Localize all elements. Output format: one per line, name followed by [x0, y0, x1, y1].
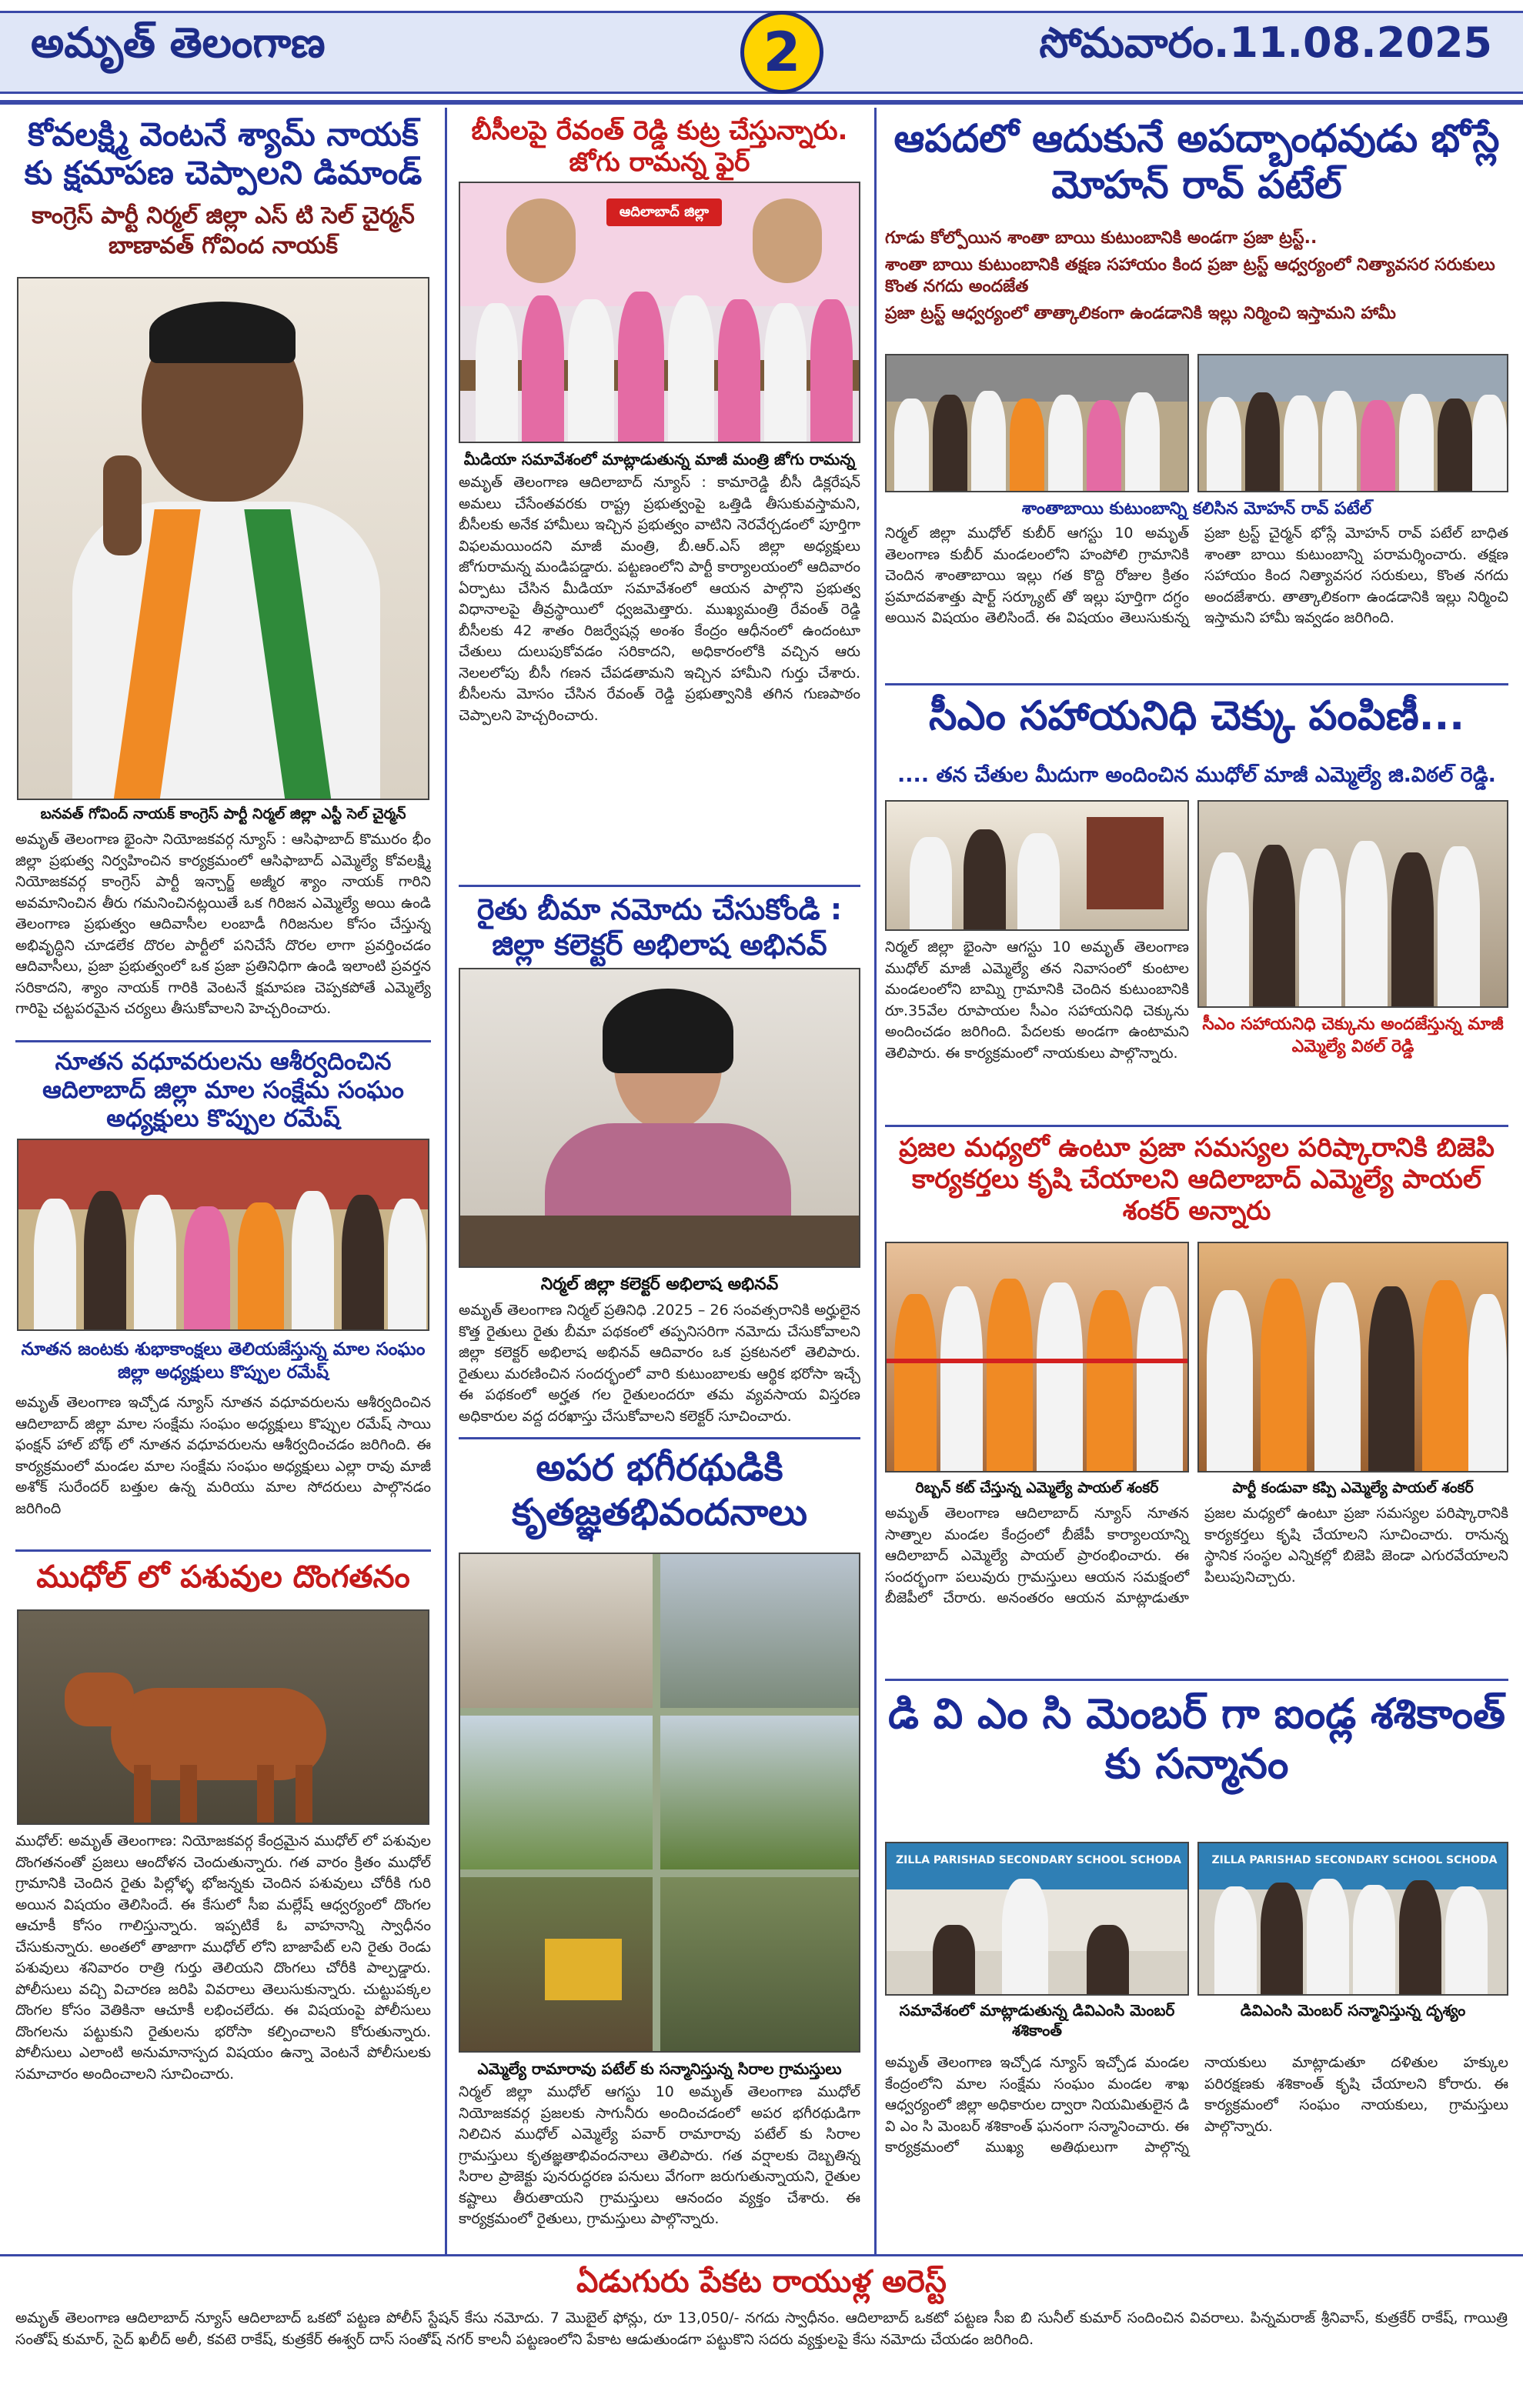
story-headline: ప్రజల మధ్యలో ఉంటూ ప్రజా సమస్యల పరిష్కారానికి బిజెపి కార్యకర్తలు కృషి చేయాలని ఆదిలాబాద్ ఎమ్మెల్యే పాయల్ శంకర్ అన్నారు — [899, 1132, 1495, 1226]
story-headline: డి వి ఎం సి మెంబర్ గా ఐండ్ల శశికాంత్ కు సన్మానం — [887, 1689, 1505, 1788]
story-body: అమృత్ తెలంగాణ ఆదిలాబాద్ న్యూస్ : కామారెడ్డి బీసీ డిక్లరేషన్ అమలు చేసేంతవరకు రాష్ట్ర ప్రభుత్వంపై ఒత్తిడి తీసుకువస్తామని, బీసీలకు అనేక హామీలు ఇచ్చిన ప్రభుత్వం వాటిని నెరవేర్చడంలో పూర్తిగా విఫలమయిందని మాజీ మంత్రి, బీ.ఆర్.ఎస్ జిల్లా అధ్యక్షులు జోగురామన్న మండిపడ్డారు. పట్టణంలోని పార్టీ కార్యాలయంలో ఆదివారం ఏర్పాటు చేసిన మీడియా సమావేశంలో ఆయన పాల్గొని ప్రభుత్వ విధానాలపై తీవ్రస్థాయిలో ధ్వజమెత్తారు. ముఖ్యమంత్రి రేవంత్ రెడ్డి బీసీలకు 42 శాతం రిజర్వేషన్ల అంశం కేంద్రం ఆధీనంలో ఉందంటూ చేతులు దులుపుకోవడం సరికాదని, అధికారంలోకి వచ్చిన ఆరు నెలలలోపు బీసీ గణన చేపడతామని ఇచ్చిన హామీని గుర్తు చేశారు. బీసీలను మోసం చేసిన రేవంత్ రెడ్డి ప్రభుత్వానికి తగిన గుణపాఠం చెప్పాలని హెచ్చరించారు. — [459, 474, 860, 725]
story-headline: ఏడుగురు పేకట రాయుళ్ల అరెస్ట్ — [576, 2264, 947, 2300]
story-body: అమృత్ తెలంగాణ నిర్మల్ ప్రతినిధి .2025 – 26 సంవత్సరానికి అర్హులైన కొత్త రైతులు రైతు బీమా పథకంలో తప్పనిసరిగా నమోదు చేసుకోవాలని జిల్లా కలెక్టర్ అభిలాష అభినవ్ ఆదివారం ఒక ప్రకటనలో తెలిపారు. రైతులు మరణించిన సందర్భంలో వారి కుటుంబాలకు ఆర్థిక భరోసా ఇచ్చే ఈ పథకంలో అర్హత గల రైతులందరూ తమ వ్యవసాయ విస్తరణ అధికారుల వద్ద దరఖాస్తు చేసుకోవాలని కలెక్టర్ సూచించారు. — [459, 1302, 860, 1425]
story-body: అమృత్ తెలంగాణ ఇచ్చోడ న్యూస్ ఇచ్చోడ మండల కేంద్రంలోని మాల సంక్షేమ సంఘం మండల శాఖ ఆధ్వర్యంలో జిల్లా అధికారుల ద్వారా నియమితులైన డి వి ఎం సి మెంబర్ శశికాంత్ ఘనంగా సన్మానించారు. ఈ కార్యక్రమంలో ముఖ్య అతిథులుగా పాల్గొన్న నాయకులు మాట్లాడుతూ దళితుల హక్కుల పరిరక్షణకు శశికాంత్ కృషి చేయాలని కోరారు. ఈ కార్యక్రమంలో సంఘం నాయకులు, గ్రామస్తులు పాల్గొన్నారు. — [885, 2054, 1508, 2156]
story-body: అమృత్ తెలంగాణ ఆదిలాబాద్ న్యూస్ నూతన సాత్నాల మండల కేంద్రంలో బీజేపీ కార్యాలయాన్ని ఆదిలాబాద్ ఎమ్మెల్యే పాయల్ ప్రారంభించారు. ఈ సందర్భంగా పలువురు గ్రామస్తులు ఆయన సమక్షంలో బీజెపీలో చేరారు. అనంతరం ఆయన మాట్లాడుతూ ప్రజల మధ్యలో ఉంటూ ప్రజా సమస్యల పరిష్కారానికి కార్యకర్తలు కృషి చేయాలని సూచించారు. రానున్న స్థానిక సంస్థల ఎన్నికల్లో బిజెపి జెండా ఎగురవేయాలని పిలుపునిచ్చారు. — [885, 1505, 1508, 1607]
relief-photo-right — [1197, 354, 1508, 492]
story-divider — [885, 1125, 1508, 1127]
photo-caption: సమావేశంలో మాట్లాడుతున్న డివిఎంసి మెంబర్ శశికాంత్ — [899, 2001, 1175, 2039]
press-meet-photo — [459, 182, 860, 443]
cattle-photo — [17, 1609, 429, 1825]
dvmc-meeting-photo — [885, 1842, 1189, 1996]
photo-caption: నూతన జంటకు శుభాకాంక్షలు తెలియజేస్తున్న మాల సంఘం జిల్లా అధ్యక్షులు కొప్పుల రమేష్ — [21, 1339, 426, 1382]
photo-caption: రిబ్బన్ కట్ చేస్తున్న ఎమ్మెల్యే పాయల్ శంకర్ — [915, 1479, 1159, 1496]
irrigation-collage-photo — [459, 1553, 860, 2053]
masthead — [0, 0, 1523, 105]
story-subhead: శాంతా బాయి కుటుంబానికి తక్షణ సహాయం కింద ప్రజా ట్రస్ట్ ఆధ్వర్యంలో నిత్యావసర సరుకులు కొంత నగదు అందజేత — [885, 255, 1495, 297]
story-divider — [459, 885, 860, 887]
story-body: నిర్మల్ జిల్లా ముధోల్ కుబీర్ ఆగస్టు 10 అమృత్ తెలంగాణ కుబీర్ మండలంలోని హంపోలి గ్రామానికి చెందిన శాంతాబాయి ఇల్లు గత కొద్ది రోజుల క్రితం ప్రమాదవశాత్తు షార్ట్ సర్క్యూట్ తో ఇల్లు పూర్తిగా దగ్ధం అయిన విషయం తెలిసిందే. ఈ విషయం తెలుసుకున్న ప్రజా ట్రస్ట్ చైర్మన్ భోస్లే మోహన్ రావ్ పటేల్ బాధిత శాంతా బాయి కుటుంబాన్ని పరామర్శించారు. తక్షణ సహాయం కింద నిత్యావసర సరుకులు, కొంత నగదు అందజేశారు. తాత్కాలికంగా ఉండడానికి ఇల్లు నిర్మించి ఇస్తామని హామీ ఇవ్వడం జరిగింది. — [885, 525, 1508, 627]
story-headline: బీసీలపై రేవంత్ రెడ్డి కుట్ర చేస్తున్నారు. జోగు రామన్న ఫైర్ — [471, 115, 848, 178]
school-sign-text: ZILLA PARISHAD SECONDARY SCHOOL SCHODA — [1211, 1854, 1498, 1866]
story-subheads — [885, 228, 1508, 325]
photo-caption: శాంతాబాయి కుటుంబాన్ని కలిసిన మోహన్ రావ్ పటేల్ — [1021, 499, 1372, 519]
story-body: నిర్మల్ జిల్లా ముధోల్ ఆగస్టు 10 అమృత్ తెలంగాణ ముధోల్ నియోజకవర్గ ప్రజలకు సాగునీరు అందించడంలో అపర భగీరథుడిగా నిలిచిన ముధోల్ ఎమ్మెల్యే పవార్ రామారావు పటేల్ కు సిరాల గ్రామస్తులు కృతజ్ఞతాభివందనాలు తెలిపారు. గత వర్షాలకు దెబ్బతిన్న సిరాల ప్రాజెక్టు పునరుద్ధరణ పనులు వేగంగా జరుగుతున్నాయని, రైతుల కష్టాలు తీరుతాయని గ్రామస్తులు ఆనందం వ్యక్తం చేశారు. ఈ కార్యక్రమంలో రైతులు, గ్రామస్తులు పాల్గొన్నారు. — [459, 2083, 860, 2228]
story-subhead: గూడు కోల్పోయిన శాంతా బాయి కుటుంబానికి అండగా ప్రజా ట్రస్ట్.. — [885, 228, 1318, 248]
wedding-photo — [17, 1139, 429, 1331]
story-headline: ఆపదలో ఆదుకునే అపద్బాంధవుడు భోస్లే మోహన్ రావ్ పటేల్ — [893, 116, 1500, 207]
story-divider — [15, 1549, 431, 1552]
col1-story1 — [15, 115, 431, 261]
congress-leader-photo — [17, 277, 429, 800]
story-subhead: .... తన చేతుల మీదుగా అందించిన ముధోల్ మాజీ ఎమ్మెల్యే జి.విఠల్ రెడ్డి. — [897, 763, 1496, 787]
story-kicker: కాంగ్రెస్ పార్టీ నిర్మల్ జిల్లా ఎస్ టి సెల్ చైర్మన్ బాణావత్ గోవింద నాయక్ — [32, 202, 415, 259]
cheque-photo-right — [1197, 800, 1508, 1008]
story-subhead: ప్రజా ట్రస్ట్ ఆధ్వర్యంలో తాత్కాలికంగా ఉండడానికి ఇల్లు నిర్మించి ఇస్తామని హామీ — [885, 303, 1396, 323]
photo-caption: సీఎం సహాయనిధి చెక్కును అందజేస్తున్న మాజీ ఎమ్మెల్యే విఠల్ రెడ్డి — [1202, 1015, 1504, 1056]
school-sign-text: ZILLA PARISHAD SECONDARY SCHOOL SCHODA — [896, 1854, 1181, 1866]
story-body: ముధోల్: అమృత్ తెలంగాణ: నియోజకవర్గ కేంద్రమైన ముధోల్ లో పశువుల దొంగతనంతో ప్రజలు ఆందోళన చెందుతున్నారు. గత వారం క్రితం ముధోల్ గ్రామానికి చెందిన రైతు పిల్లోళ్ళ భోజన్నకు చెందిన పశువులు చోరీకి గురి అయిన విషయం తెలిసిందే. ఈ కేసులో సీఐ మల్లేష్ ఆధ్వర్యంలో దొంగల ఆచూకీ కోసం గాలిస్తున్నారు. ఇప్పటికే ఓ వాహనాన్ని స్వాధీనం చేసుకున్నారు. అంతలో తాజాగా ముధోల్ లోని బాజాపేట్ లని రైతు రెండు పశువులు శనివారం రాత్రి గుర్తు తెలియని దొంగలు చోరీకి పాల్పడ్డారు. పోలీసులు వచ్చి విచారణ జరిపి వివరాలు తెలుసుకున్నారు. చుట్టుపక్కల దొంగల కోసం వెతికినా ఆచూకీ లభించలేదు. ఈ విషయంపై పోలీసులు దొంగలను పట్టుకుని రైతులను భరోసా కల్పించాలని కోరుతున్నారు. పోలీసులు ఎలాంటి అనుమానాస్పద విషయం ఉన్నా వెంటనే పోలీసులకు సమాచారం అందించాలని సూచించారు. — [15, 1833, 431, 2083]
column-divider — [445, 108, 447, 2254]
column-divider — [874, 108, 877, 2254]
story-headline: సీఎం సహాయనిధి చెక్కు పంపిణీ... — [929, 693, 1465, 739]
story-headline: కోవలక్ష్మి వెంటనే శ్యామ్ నాయక్ కు క్షమాపణ చెప్పాలని డిమాండ్ — [24, 115, 422, 192]
relief-photo-left — [885, 354, 1189, 492]
collector-photo — [459, 968, 860, 1268]
photo-caption: పార్టీ కండువా కప్పి ఎమ్మెల్యే పాయల్ శంకర్ — [1232, 1479, 1474, 1496]
story-headline: నూతన వధూవరులను ఆశీర్వదించిన ఆదిలాబాద్ జిల్లా మాల సంక్షేమ సంఘం అధ్యక్షులు కొప్పుల రమేష్ — [42, 1048, 404, 1133]
issue-date: సోమవారం.11.08.2025 — [1039, 18, 1492, 67]
photo-caption: ఎమ్మెల్యే రామారావు పటేల్ కు సన్మానిస్తున్న సిరాల గ్రామస్తులు — [477, 2059, 842, 2078]
photo-caption: నిర్మల్ జిల్లా కలెక్టర్ అభిలాష అభినవ్ — [540, 1275, 779, 1294]
story-divider — [459, 1437, 860, 1439]
page-number-badge: 2 — [740, 11, 823, 94]
story-divider — [885, 683, 1508, 685]
story-headline: ముధోల్ లో పశువుల దొంగతనం — [36, 1559, 410, 1595]
bottom-divider — [0, 2254, 1523, 2256]
story-body: అమృత్ తెలంగాణ ఇచ్చోడ న్యూస్ నూతన వధూవరులను ఆశీర్వదించిన ఆదిలాబాద్ జిల్లా మాల సంక్షేమ సంఘం అధ్యక్షులు కొప్పుల రమేష్ సాయి ఫంక్షన్ హాల్ బోథ్ లో నూతన వధూవరులను ఆశీర్వదించడం జరిగింది. ఈ కార్యక్రమంలో మండల మాల సంక్షేమ సంఘం అధ్యక్షులు ఎల్లా రావు మాజీ అశోక్ సురేందర్ బత్తుల ఉన్న మరియు మాల సోదరులు పాల్గొనడం జరిగింది — [15, 1394, 431, 1517]
cheque-photo-left — [885, 800, 1189, 931]
party-scarf-photo — [1197, 1242, 1508, 1472]
newspaper-title: అమృత్ తెలంగాణ — [31, 18, 326, 67]
story-divider — [885, 1679, 1508, 1681]
photo-caption: బనవత్ గోవింద్ నాయక్ కాంగ్రెస్ పార్టీ నిర్మల్ జిల్లా ఎస్టీ సెల్ చైర్మన్ — [40, 805, 406, 822]
photo-caption: మీడియా సమావేశంలో మాట్లాడుతున్న మాజీ మంత్రి జోగు రామన్న — [463, 450, 856, 469]
story-headline: అపర భగీరథుడికి కృతజ్ఞతభివందనాలు — [512, 1446, 807, 1534]
story-headline: రైతు బీమా నమోదు చేసుకోండి : జిల్లా కలెక్టర్ అభిలాష అభినవ్ — [476, 892, 843, 962]
dvmc-felicitation-photo — [1197, 1842, 1508, 1996]
photo-caption: డివిఎంసి మెంబర్ సన్మానిస్తున్న దృశ్యం — [1240, 2001, 1466, 2019]
ribbon-cut-photo — [885, 1242, 1189, 1472]
story-divider — [15, 1040, 431, 1042]
story-body: నిర్మల్ జిల్లా భైంసా ఆగస్టు 10 అమృత్ తెలంగాణ ముధోల్ మాజీ ఎమ్మెల్యే తన నివాసంలో కుంటాల మండలంలోని బామ్ని గ్రామానికి చెందిన కుటుంబానికి రూ.35వేల రూపాయల సీఎం సహాయనిధి చెక్కును అందించడం జరిగింది. పేదలకు అండగా ఉంటామని తెలిపారు. ఈ కార్యక్రమంలో నాయకులు పాల్గొన్నారు. — [885, 939, 1189, 1062]
story-body: అమృత్ తెలంగాణ ఆదిలాబాద్ న్యూస్ ఆదిలాబాద్ ఒకటో పట్టణ పోలీస్ స్టేషన్ కేసు నమోదు. 7 మొబైల్ ఫోన్లు, రూ 13,050/- నగదు స్వాధీనం. ఆదిలాబాద్ ఒకటో పట్టణ సీఐ బి సునీల్ కుమార్ సందించిన వివరాలు. పిన్నమరాజ్ శ్రీనివాస్, కుత్రకేర్ రాకేష్, గాయిత్రి సంతోష్ కుమార్, సైద్ ఖలీద్ అలీ, కవటె రాకేష్, కుత్రకేర్ ఈశ్వర్ దాస్ సంతోష్ నగర్ కాలనీ పట్టణంలోని పేకాట ఆడుతుండగా పట్టుకొని సదరు వ్యక్తులపై కేసు నమోదు చేయడం జరిగింది. — [15, 2310, 1508, 2348]
party-banner-text: ఆదిలాబాద్ జిల్లా — [606, 198, 722, 226]
story-body: అమృత్ తెలంగాణ భైంసా నియోజకవర్గ న్యూస్ : ఆసిఫాబాద్ కొమురం భీం జిల్లా ప్రభుత్వ నిర్వహించిన కార్యక్రమంలో ఆసిఫాబాద్ ఎమ్మెల్యే కోవలక్ష్మి నియోజకవర్గ కాంగ్రెస్ పార్టీ ఇన్చార్జ్ అజ్మీర శ్యాం నాయక్ గారిని అవమానించిన తీరు గమనించినట్లయితే ఒక గిరిజన ఎమ్మెల్యే అయి ఉండి తెలంగాణ ప్రభుత్వం ఆదివాసీల లంబాడీ గిరిజనుల కోసం చేస్తున్న అభివృద్ధిని చూడలేక దొరల పార్టీలో పనిచేసే దొరల లాగా ప్రవర్తించడం ఆదివాసీలు, ప్రజా ప్రభుత్వంలో ఒక ప్రజా ప్రతినిధిగా ఉండి ఇలాంటి ప్రవర్తన సరికాదని, శ్యాం నాయక్ గారికి వెంటనే క్షమాపణ చెప్పకపోతే ఎమ్మెల్యే గారిపై చట్టపరమైన చర్యలు తీసుకోవాలని హెచ్చరించారు. — [15, 831, 431, 1018]
